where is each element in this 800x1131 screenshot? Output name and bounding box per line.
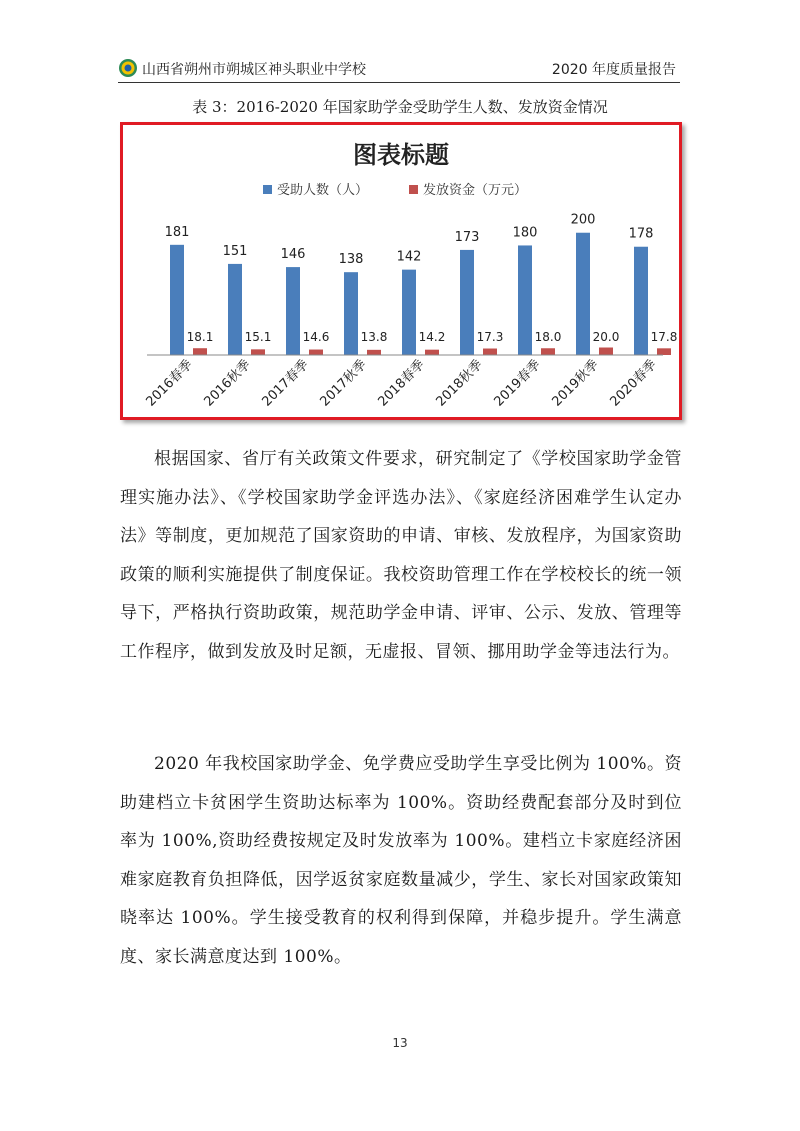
bar-people-3 (286, 267, 300, 355)
label-funding-7: 18.0 (534, 330, 562, 344)
label-people-3: 146 (280, 247, 306, 263)
bar-funding-2 (251, 349, 265, 355)
chart-title: 图表标题 (353, 141, 449, 169)
x-axis-labels (143, 357, 659, 410)
label-people-1: 181 (164, 224, 190, 240)
report-title: 2020 年度质量报告 (551, 62, 676, 78)
bar-funding-7 (541, 348, 555, 355)
page-number: 13 (392, 1036, 408, 1050)
paragraph-2: 2020 年我校国家助学金、免学费应受助学生享受比例为 100%。资助建档立卡贫困学生资助达标率为 100%。资助经费配套部分及时到位率为 100%,资助经费按规定及时发放率为 100%。建档立卡家庭经济困难家庭教育负担降低，因学返贫家庭数量减少，学生、家长对国家政策知晓率达 100%。学生接受教育的权利得到保障，并稳步提升。学生满意度、家长满意度达到 100%。 (120, 754, 682, 967)
label-funding-5: 14.2 (418, 330, 446, 344)
legend-label-2: 发放资金（万元） (423, 183, 528, 198)
page-header (118, 56, 680, 83)
bar-funding-4 (367, 350, 381, 355)
bar-people-8 (576, 233, 590, 355)
bar-funding-5 (425, 350, 439, 355)
label-funding-2: 15.1 (244, 330, 272, 344)
bar-funding-6 (483, 349, 497, 355)
bar-people-2 (228, 264, 242, 355)
label-people-5: 142 (396, 249, 422, 265)
bar-funding-3 (309, 350, 323, 355)
bar-funding-9 (657, 348, 671, 355)
label-funding-1: 18.1 (186, 330, 214, 344)
label-people-4: 138 (338, 252, 364, 268)
x-tick-label-2: 2016秋季 (201, 357, 254, 410)
table-caption: 表 3：2016-2020 年国家助学金受助学生人数、发放资金情况 (192, 98, 608, 116)
legend-swatch-2 (409, 185, 418, 194)
label-funding-9: 17.8 (650, 330, 678, 344)
bar-people-9 (634, 247, 648, 355)
bar-chart (123, 125, 679, 417)
label-people-6: 173 (454, 229, 480, 245)
x-tick-label-4: 2017秋季 (317, 357, 370, 410)
school-name: 山西省朔州市朔城区神头职业中学校 (142, 62, 366, 78)
label-people-2: 151 (222, 243, 248, 259)
legend-swatch-1 (263, 185, 272, 194)
paragraph-1: 根据国家、省厅有关政策文件要求，研究制定了《学校国家助学金管理实施办法》、《学校国家助学金评选办法》、《家庭经济困难学生认定办法》等制度，更加规范了国家资助的申请、审核、发放程序，为国家资助政策的顺利实施提供了制度保证。我校资助管理工作在学校校长的统一领导下，严格执行资助政策，规范助学金申请、评审、公示、发放、管理等工作程序，做到发放及时足额，无虚报、冒领、挪用助学金等违法行为。 (120, 449, 682, 662)
label-people-8: 200 (570, 212, 596, 228)
x-tick-label-9: 2020春季 (607, 357, 660, 410)
x-tick-label-3: 2017春季 (259, 357, 312, 410)
bar-people-6 (460, 250, 474, 355)
bar-people-4 (344, 272, 358, 355)
chart-legend (263, 182, 527, 198)
x-tick-label-1: 2016春季 (143, 357, 196, 410)
x-tick-label-8: 2019秋季 (549, 357, 602, 410)
label-funding-6: 17.3 (476, 330, 504, 344)
label-funding-4: 13.8 (360, 330, 388, 344)
label-funding-3: 14.6 (302, 330, 330, 344)
bar-people-1 (170, 245, 184, 355)
label-people-9: 178 (628, 226, 654, 242)
label-funding-8: 20.0 (592, 330, 620, 344)
chart-frame (120, 122, 682, 420)
bar-funding-8 (599, 348, 613, 356)
bar-people-7 (518, 245, 532, 355)
x-tick-label-6: 2018秋季 (433, 357, 486, 410)
legend-label-1: 受助人数（人） (277, 183, 369, 198)
bar-funding-1 (193, 348, 207, 355)
bar-people-5 (402, 270, 416, 355)
x-tick-label-5: 2018春季 (375, 357, 428, 410)
chart-bars (165, 213, 678, 355)
label-people-7: 180 (512, 225, 538, 241)
x-tick-label-7: 2019春季 (491, 357, 544, 410)
school-logo-icon (118, 58, 138, 78)
